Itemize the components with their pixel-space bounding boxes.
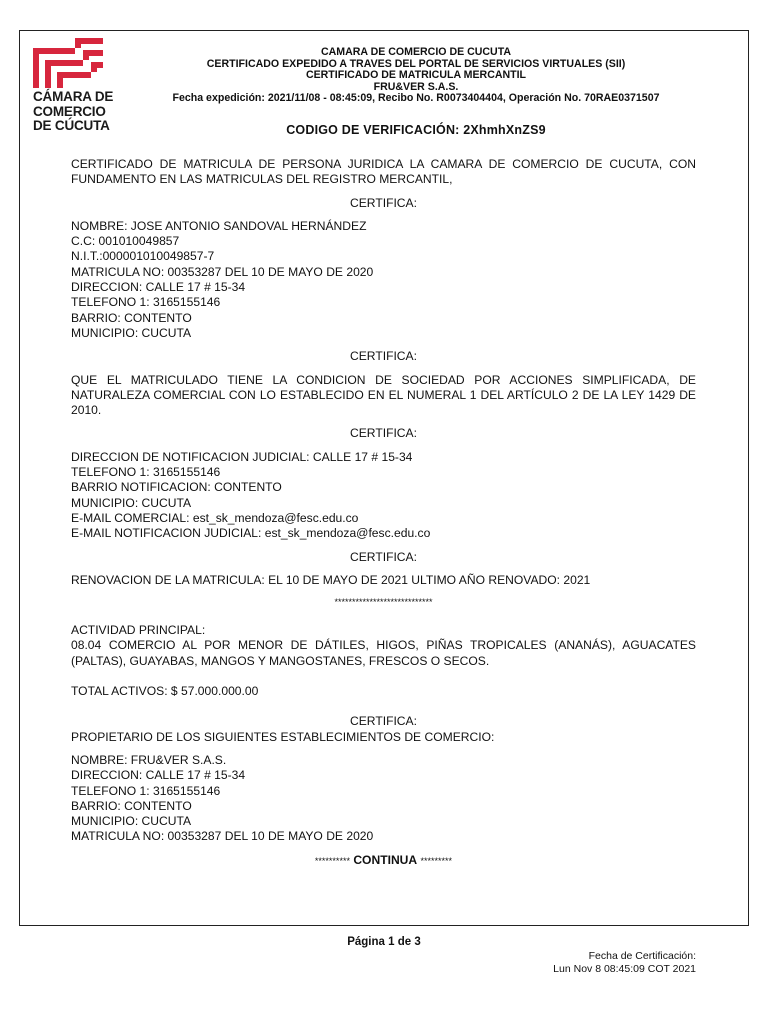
certificate-body bbox=[71, 157, 696, 869]
activity-label: ACTIVIDAD PRINCIPAL: bbox=[71, 623, 206, 638]
establishment-details bbox=[71, 753, 696, 845]
person-matricula: MATRICULA NO: 00353287 DEL 10 DE MAYO DE 2020 bbox=[71, 264, 374, 279]
certifica-heading-1: CERTIFICA: bbox=[350, 195, 417, 210]
person-name: NOMBRE: JOSE ANTONIO SANDOVAL HERNÁNDEZ bbox=[71, 218, 367, 233]
page-current: 1 bbox=[388, 936, 395, 948]
notification-municipality: MUNICIPIO: CUCUTA bbox=[71, 495, 192, 510]
person-neighborhood: BARRIO: CONTENTO bbox=[71, 310, 192, 325]
establishment-matricula: MATRICULA NO: 00353287 DEL 10 DE MAYO DE 2020 bbox=[71, 829, 374, 844]
continua-label: CONTINUA bbox=[353, 852, 418, 867]
certifica-heading-3: CERTIFICA: bbox=[350, 426, 417, 441]
renewal-line: RENOVACION DE LA MATRICULA: EL 10 DE MAYO DE 2021 ULTIMO AÑO RENOVADO: 2021 bbox=[71, 572, 591, 587]
logo-line-2: COMERCIO bbox=[33, 103, 106, 119]
logo-line-3: DE CÚCUTA bbox=[33, 118, 110, 133]
condition-paragraph: QUE EL MATRICULADO TIENE LA CONDICION DE SOCIEDAD POR ACCIONES SIMPLIFICADA, DE NATURALEZA COMERCIAL CON LO ESTABLECIDO EN EL NUMERAL 1 DEL ARTÍCULO 2 DE LA LEY 1429 DE 2010. bbox=[71, 372, 696, 418]
owner-line: PROPIETARIO DE LOS SIGUIENTES ESTABLECIMIENTOS DE COMERCIO: bbox=[71, 729, 495, 744]
judicial-email: E-MAIL NOTIFICACION JUDICIAL: est_sk_mendoza@fesc.edu.co bbox=[71, 526, 431, 541]
separator-line: **************************** bbox=[334, 597, 433, 608]
notification-neighborhood: BARRIO NOTIFICACION: CONTENTO bbox=[71, 480, 282, 495]
page-of: de bbox=[397, 936, 412, 948]
chamber-logo bbox=[33, 38, 123, 134]
page-total: 3 bbox=[414, 936, 421, 948]
person-cc: C.C: 001010049857 bbox=[71, 234, 180, 249]
establishment-phone: TELEFONO 1: 3165155146 bbox=[71, 783, 221, 798]
certification-date-value: Lun Nov 8 08:45:09 COT 2021 bbox=[553, 963, 696, 975]
establishment-address: DIRECCION: CALLE 17 # 15-34 bbox=[71, 768, 246, 783]
continua-stars-right: ********* bbox=[420, 855, 453, 866]
person-address: DIRECCION: CALLE 17 # 15-34 bbox=[71, 280, 246, 295]
header-portal: CERTIFICADO EXPEDIDO A TRAVES DEL PORTAL DE SERVICIOS VIRTUALES (SII) bbox=[206, 57, 626, 70]
intro-paragraph: CERTIFICADO DE MATRICULA DE PERSONA JURIDICA LA CAMARA DE COMERCIO DE CUCUTA, CON FUNDAMENTO EN LAS MATRICULAS DEL REGISTRO MERCANTIL, bbox=[71, 157, 696, 187]
verification-code: CODIGO DE VERIFICACIÓN: 2XhmhXnZS9 bbox=[286, 123, 546, 137]
notification-details bbox=[71, 450, 696, 542]
logo-line-1: CÁMARA DE bbox=[33, 89, 114, 104]
person-municipality: MUNICIPIO: CUCUTA bbox=[71, 325, 192, 340]
person-nit: N.I.T.:000001010049857-7 bbox=[71, 249, 215, 264]
header-chamber-name: CAMARA DE COMERCIO DE CUCUTA bbox=[320, 46, 512, 58]
total-assets: TOTAL ACTIVOS: $ 57.000.000.00 bbox=[71, 684, 259, 699]
page-prefix: Página bbox=[347, 936, 385, 948]
header-company-name: FRU&VER S.A.S. bbox=[373, 80, 459, 93]
header-certificate-type: CERTIFICADO DE MATRICULA MERCANTIL bbox=[305, 69, 527, 82]
certification-date-label: Fecha de Certificación: bbox=[588, 950, 696, 962]
document-header bbox=[140, 47, 692, 105]
certifica-heading-4: CERTIFICA: bbox=[350, 549, 417, 564]
continua-stars-left: ********** bbox=[314, 855, 350, 866]
chamber-logo-mark bbox=[33, 38, 103, 88]
header-issue-info: Fecha expedición: 2021/11/08 - 08:45:09, Recibo No. R0073404404, Operación No. 70RAE0371507 bbox=[172, 92, 660, 105]
notification-phone: TELEFONO 1: 3165155146 bbox=[71, 465, 221, 480]
continua-line bbox=[71, 853, 696, 869]
establishment-neighborhood: BARRIO: CONTENTO bbox=[71, 798, 192, 813]
activity-description: 08.04 COMERCIO AL POR MENOR DE DÁTILES, HIGOS, PIÑAS TROPICALES (ANANÁS), AGUACATES (PALTAS), GUAYABAS, MANGOS Y MANGOSTANES, FRESCOS O SECOS. bbox=[71, 638, 696, 668]
page-number bbox=[0, 936, 768, 948]
commercial-email: E-MAIL COMERCIAL: est_sk_mendoza@fesc.edu.co bbox=[71, 510, 359, 525]
certification-date-block bbox=[553, 950, 696, 976]
establishment-name: NOMBRE: FRU&VER S.A.S. bbox=[71, 752, 227, 767]
certifica-heading-2: CERTIFICA: bbox=[350, 349, 417, 364]
person-phone: TELEFONO 1: 3165155146 bbox=[71, 295, 221, 310]
person-details bbox=[71, 219, 696, 341]
notification-address: DIRECCION DE NOTIFICACION JUDICIAL: CALLE 17 # 15-34 bbox=[71, 449, 413, 464]
establishment-municipality: MUNICIPIO: CUCUTA bbox=[71, 814, 192, 829]
certifica-heading-5: CERTIFICA: bbox=[350, 714, 417, 729]
